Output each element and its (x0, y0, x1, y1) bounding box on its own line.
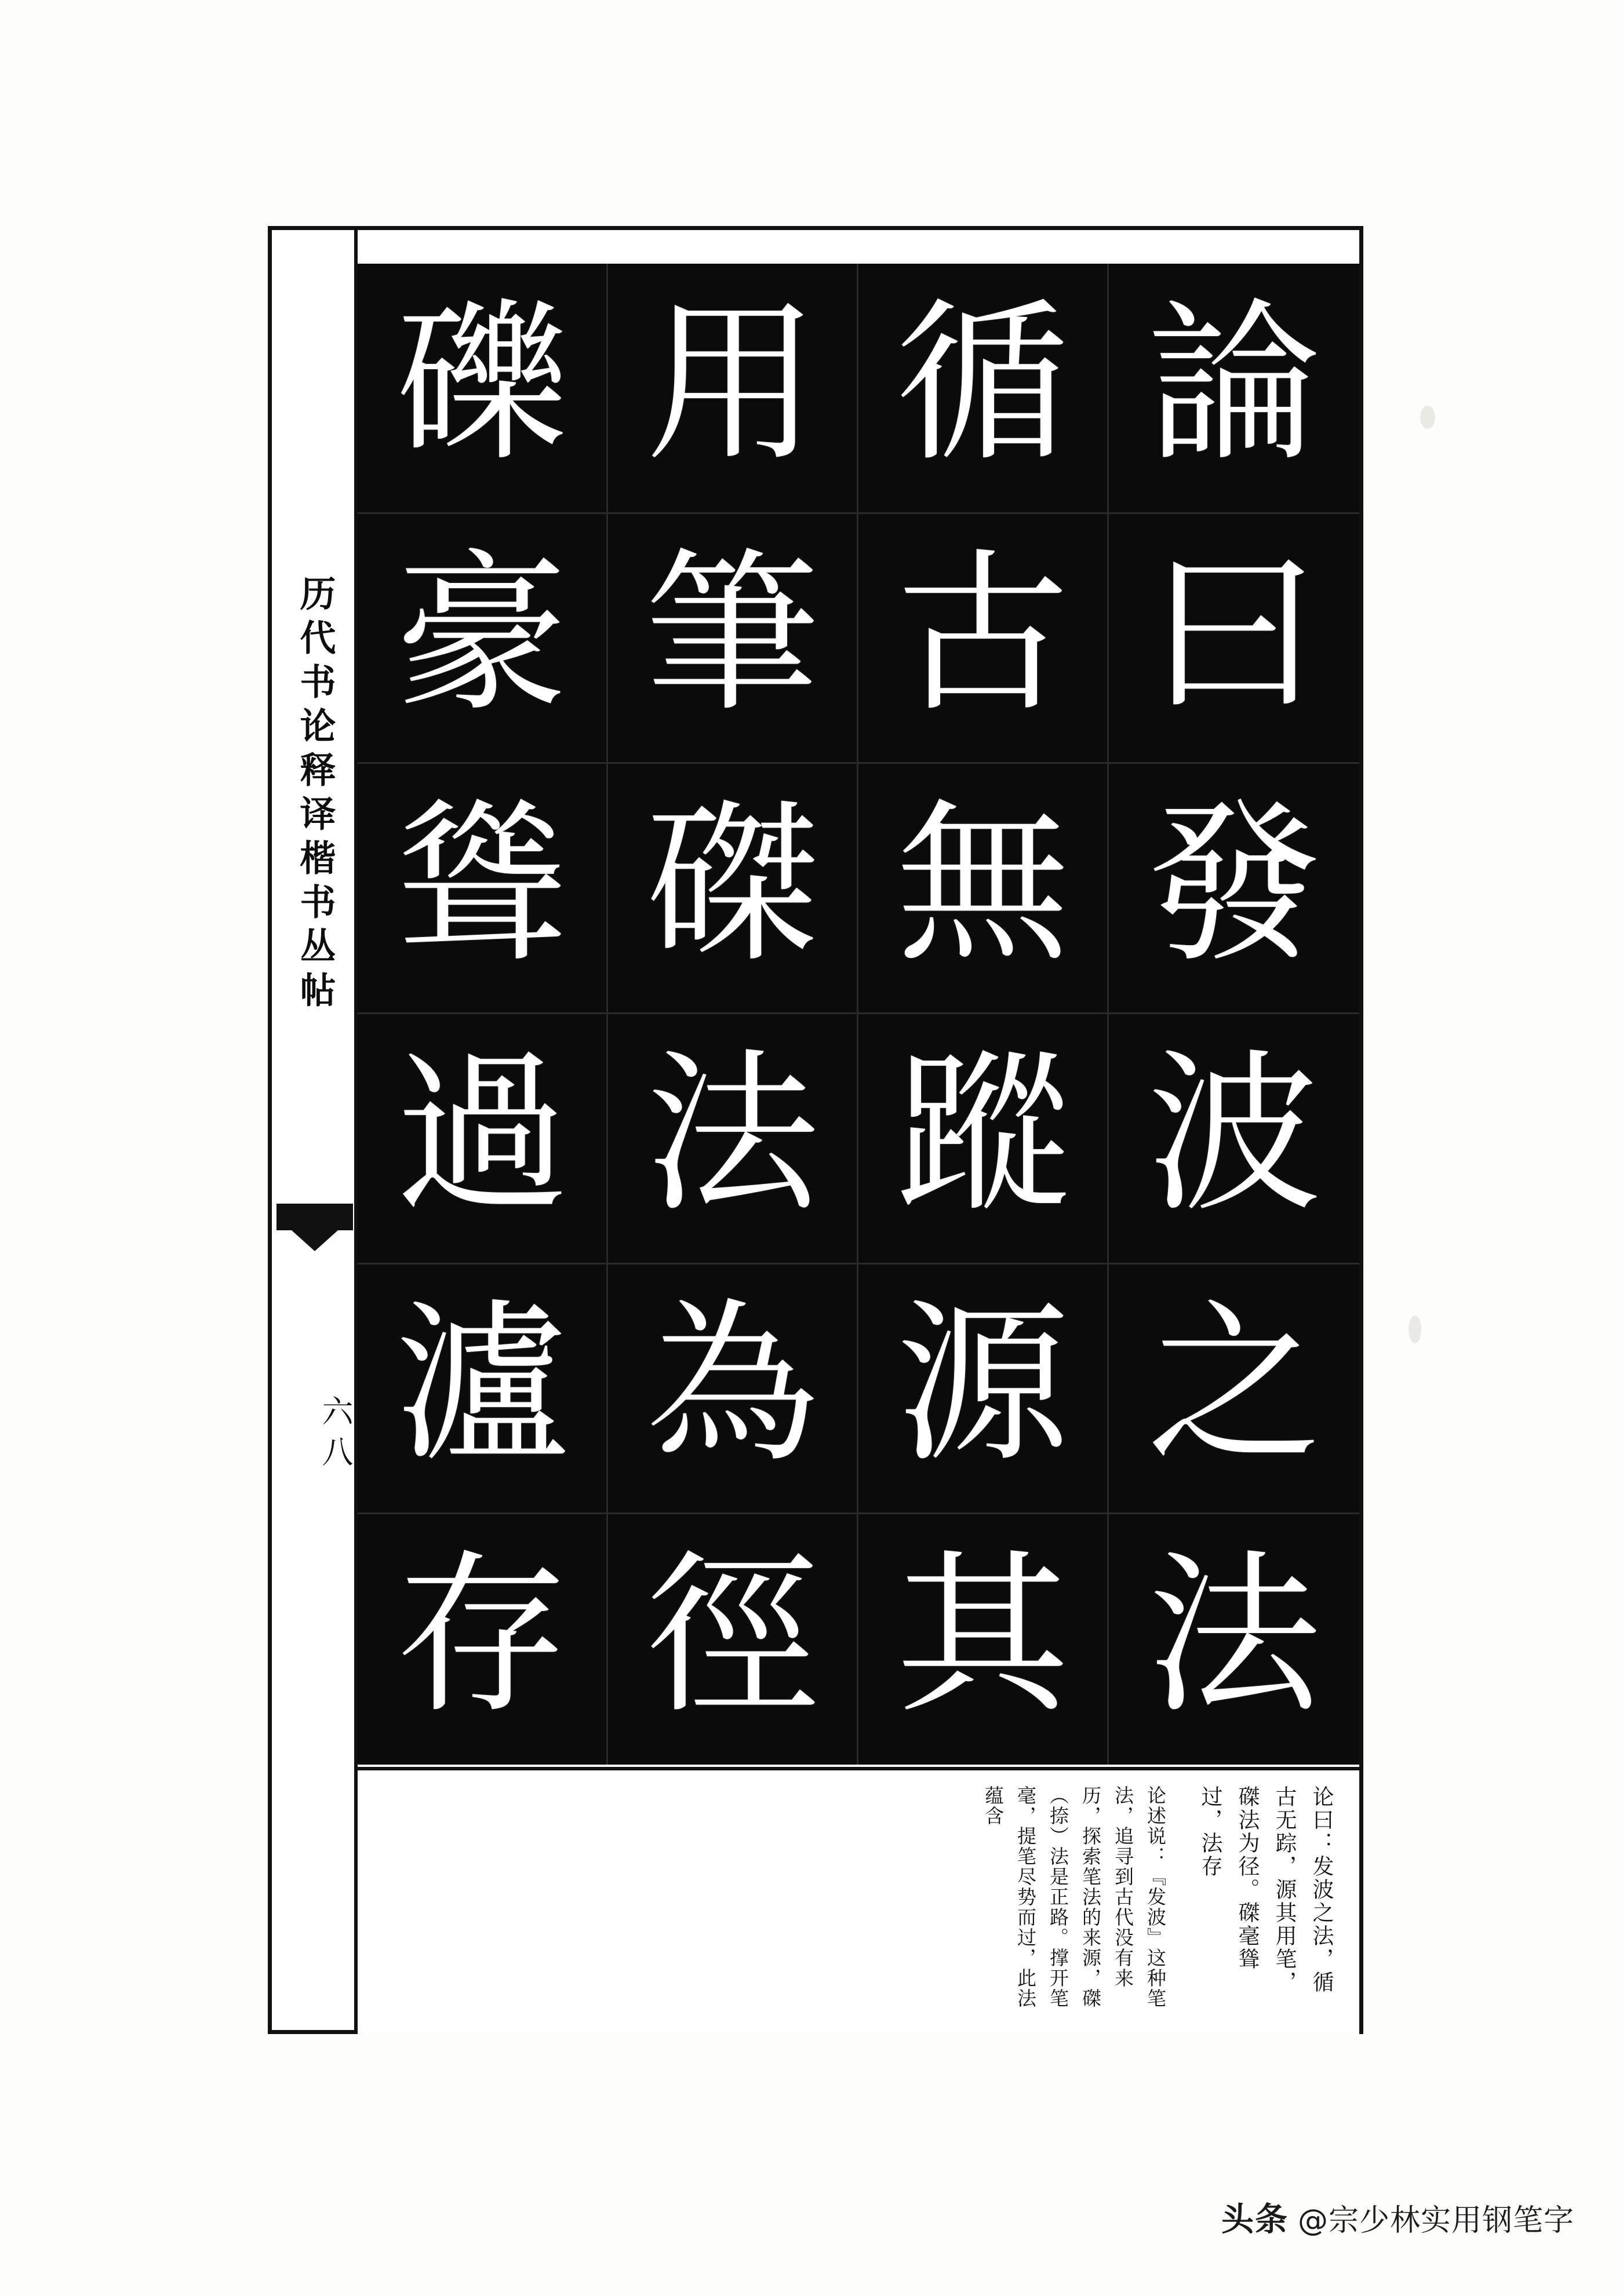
glyph-cell (1109, 1264, 1359, 1515)
glyph-cell (608, 1514, 858, 1765)
glyph-char: 論 (1147, 283, 1321, 486)
glyph-char: 源 (896, 1283, 1070, 1486)
credit-author: @宗少林实用钢笔字 (1297, 2203, 1574, 2238)
glyph-char: 法 (645, 1033, 820, 1236)
glyph-char: 發 (1147, 783, 1321, 986)
commentary-block (358, 1767, 1359, 2035)
spine-marker-icon (276, 1204, 353, 1230)
glyph-cell (858, 1014, 1109, 1264)
glyph-cell (608, 764, 858, 1014)
glyph-cell (358, 264, 608, 514)
glyph-cell (858, 514, 1109, 764)
paper-blemish (1409, 1315, 1421, 1343)
glyph-char: 古 (896, 533, 1070, 735)
glyph-char: 蹤 (896, 1033, 1070, 1236)
glyph-char: 瀘 (395, 1283, 569, 1486)
calligraphy-rubbing-grid (358, 264, 1359, 1765)
book-page-frame (268, 226, 1363, 2034)
glyph-char: 筆 (645, 533, 820, 735)
glyph-char: 波 (1147, 1033, 1321, 1236)
glyph-cell (1109, 764, 1359, 1014)
series-title: 历代书论释译楷书丛帖 (294, 575, 336, 1015)
glyph-cell (858, 1514, 1109, 1765)
glyph-char: 用 (645, 283, 820, 486)
page-number: 六八 (317, 1395, 354, 1476)
glyph-cell (858, 1264, 1109, 1515)
glyph-cell (858, 264, 1109, 514)
glyph-cell (1109, 1514, 1359, 1765)
glyph-cell (358, 1014, 608, 1264)
glyph-cell (358, 514, 608, 764)
glyph-char: 磔 (645, 783, 820, 986)
glyph-cell (358, 764, 608, 1014)
glyph-char: 過 (395, 1033, 569, 1236)
paper-blemish (1420, 406, 1435, 429)
glyph-char: 其 (896, 1535, 1070, 1737)
glyph-char: 聳 (395, 783, 569, 986)
source-text: 论曰：发波之法，循古无踪，源其用笔，磔法为径。磔毫聳过，法存 (1198, 1785, 1334, 1994)
glyph-char: 礫 (395, 283, 569, 486)
glyph-cell (608, 1264, 858, 1515)
spine-column (272, 230, 358, 2030)
glyph-char: 之 (1147, 1283, 1321, 1486)
glyph-char: 法 (1147, 1535, 1321, 1737)
glyph-cell (1109, 264, 1359, 514)
glyph-cell (608, 514, 858, 764)
glyph-cell (358, 1514, 608, 1765)
glyph-char: 曰 (1147, 533, 1321, 735)
glyph-cell (1109, 1014, 1359, 1264)
toutiao-logo: 头条 (1221, 2201, 1289, 2239)
glyph-char: 無 (896, 783, 1070, 986)
glyph-char: 存 (395, 1535, 569, 1737)
glyph-char: 為 (645, 1283, 820, 1486)
glyph-cell (1109, 514, 1359, 764)
glyph-char: 徑 (645, 1535, 820, 1737)
glyph-char: 循 (896, 283, 1070, 486)
glyph-cell (608, 1014, 858, 1264)
glyph-cell (608, 264, 858, 514)
glyph-char: 豪 (395, 533, 569, 735)
glyph-cell (358, 1264, 608, 1515)
translation-text: 论述说：『发波』这种笔法，追寻到古代没有来历，探索笔法的来源，磔（捺）法是正路。撑开笔毫，提笔尽势而过，此法蕴含 (982, 1785, 1167, 2009)
glyph-cell (858, 764, 1109, 1014)
footer-credit (1221, 2194, 1574, 2240)
